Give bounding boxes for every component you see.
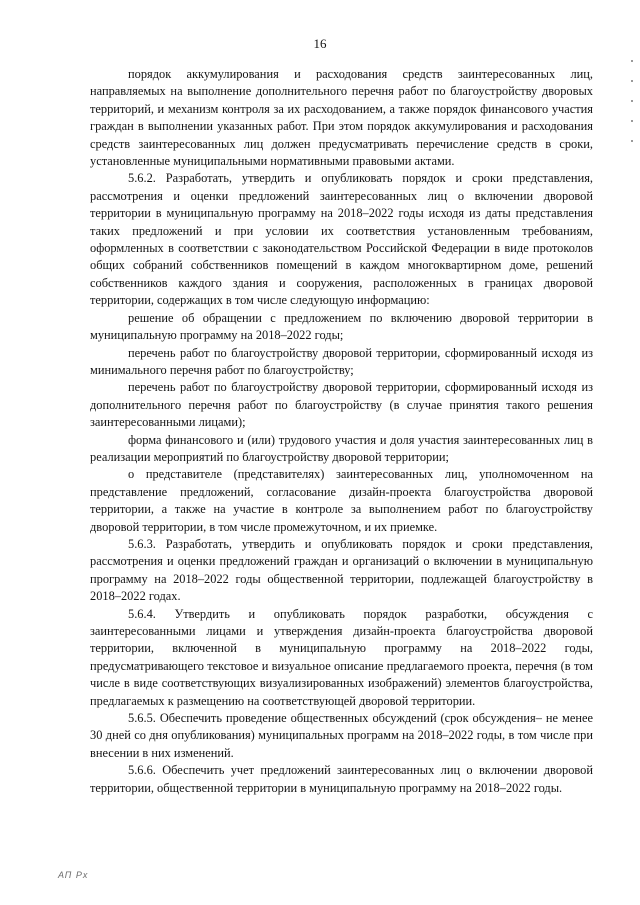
paragraph-5-6-2: 5.6.2. Разработать, утвердить и опубликовать порядок и сроки представления, рассмотрения и оценки предложений заинтересованных лиц о включении дворовой территории в муниципальную программу на 2018–2022 годы исходя из даты представления таких предложений и при условии их соответствия установленным требованиям, оформленных в соответствии с законодательством Российской Федерации в виде протоколов общих собраний собственников помещений в каждом многоквартирном доме, решений собственников каждого здания и сооружения, расположенных в границах дворовой территории, содержащих в том числе следующую информацию:: [90, 171, 593, 308]
paragraph-5-6-4: 5.6.4. Утвердить и опубликовать порядок разработки, обсуждения с заинтересованными лицами и утверждения дизайн-проекта благоустройства дворовой территории, включенной в муниципальную программу на 2018–2022 годы, предусматривающего текстовое и визуальное описание предлагаемого проекта, перечня (в том числе в виде соответствующих визуализированных изображений) элементов благоустройства, предлагаемых к размещению на соответствующей дворовой территории.: [90, 606, 593, 708]
paragraph-5-6-5: 5.6.5. Обеспечить проведение общественных обсуждений (срок обсуждения– не менее 30 дней со дня опубликования) муниципальных программ на 2018–2022 годы, в том числе при внесении в них изменений.: [90, 711, 593, 760]
paragraph-5-6-3: 5.6.3. Разработать, утвердить и опубликовать порядок и сроки представления, рассмотрения и оценки предложений граждан и организаций о включении в муниципальную программу на 2018–2022 годы общественной территории, подлежащей благоустройству в 2018–2022 годах.: [90, 536, 593, 604]
list-item-representative: о представителе (представителях) заинтересованных лиц, уполномоченном на представление предложений, согласование дизайн-проекта благоустройства дворовой территории, а также на участие в контроле за выполнением работ по благоустройству дворовой территории, в том числе промежуточном, и их приемке.: [90, 467, 593, 534]
list-item-minimal-works: перечень работ по благоустройству дворовой территории, сформированный исходя из минимального перечня работ по благоустройству;: [90, 345, 593, 377]
list-item-participation-form: форма финансового и (или) трудового участия и доля участия заинтересованных лиц в реализации мероприятий по благоустройству дворовой территории;: [90, 432, 593, 464]
paragraph-5-6-6: 5.6.6. Обеспечить учет предложений заинтересованных лиц о включении дворовой территории, общественной территории в муниципальную программу на 2018–2022 годы.: [90, 763, 593, 795]
scan-margin-marks: [630, 60, 634, 180]
document-body: [90, 66, 593, 797]
footer-scan-mark: АП Рх: [58, 870, 89, 880]
paragraph-funding-order: порядок аккумулирования и расходования средств заинтересованных лиц, направляемых на выполнение дополнительного перечня работ по благоустройству дворовых территорий, и механизм контроля за их расходованием, а также порядок финансового участия граждан в выполнении указанных работ. При этом порядок аккумулирования и расходования средств заинтересованных лиц должен предусматривать перечисление средств в сроки, установленные муниципальными нормативными правовыми актами.: [90, 67, 593, 169]
page-number: 16: [313, 36, 327, 51]
list-item-inclusion-decision: решение об обращении с предложением по включению дворовой территории в муниципальную программу на 2018–2022 годы;: [90, 310, 593, 343]
list-item-additional-works: перечень работ по благоустройству дворовой территории, сформированный исходя из дополнительного перечня работ по благоустройству (в случае принятия такого решения заинтересованными лицами);: [90, 380, 593, 430]
